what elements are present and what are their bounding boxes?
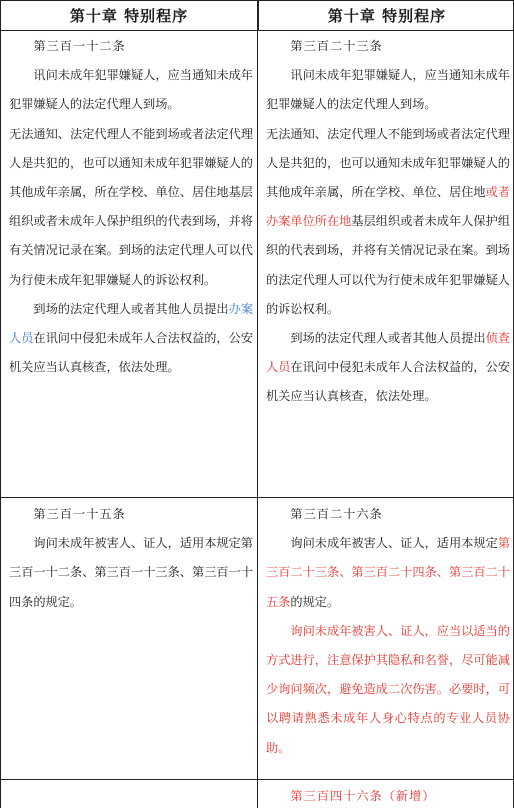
paragraph-text: 在讯问中侵犯未成年人合法权益的，公安机关应当认真核查，依法处理。 bbox=[266, 360, 511, 404]
left-column-header: 第十章 特别程序 bbox=[1, 0, 257, 31]
highlighted-change: 或者办案单位所在地 bbox=[266, 185, 511, 229]
highlighted-change: 办案人员 bbox=[9, 301, 254, 346]
highlighted-change: 侦查人员 bbox=[266, 331, 511, 375]
new-paragraph: 询问未成年被害人、证人，应当以适当的方式进行，注意保护其隐私和名誉，尽可能减少询问频次，避免造成二次伤害。必要时，可以聘请熟悉未成年人身心特点的专业人员协助。 bbox=[266, 623, 510, 755]
article-paragraph: 讯问未成年犯罪嫌疑人，应当通知未成年犯罪嫌疑人的法定代理人到场。 bbox=[266, 68, 510, 112]
row-divider-1 bbox=[1, 497, 514, 498]
paragraph-text: 在讯问中侵犯未成年人合法权益的，公安机关应当认真核查，依法处理。 bbox=[9, 331, 254, 375]
article-number: 第三百一十五条 bbox=[33, 507, 126, 521]
row1-right-cell bbox=[266, 32, 510, 412]
row1-left-cell bbox=[9, 32, 253, 382]
article-paragraph bbox=[266, 529, 510, 617]
article-paragraph bbox=[266, 324, 510, 412]
article-paragraph bbox=[266, 120, 510, 324]
article-paragraph: 讯问未成年犯罪嫌疑人，应当通知未成年犯罪嫌疑人的法定代理人到场。 bbox=[9, 68, 253, 112]
paragraph-text: 到场的法定代理人或者其他人员提出 bbox=[290, 331, 486, 346]
row3-right-cell bbox=[266, 782, 510, 811]
paragraph-text: 基层组织或者未成年人保护组织的代表到场，并将有关情况记录在案。到场的法定代理人可以代为行使未成年犯罪嫌疑人的诉讼权利。 bbox=[266, 214, 511, 316]
paragraph-text: 的规定。 bbox=[290, 594, 340, 609]
article-paragraph: 询问未成年被害人、证人，适用本规定第三百一十二条、第三百一十三条、第三百一十四条的规定。 bbox=[9, 536, 253, 609]
article-number: 第三百二十三条 bbox=[290, 39, 383, 53]
paragraph-text: 询问未成年被害人、证人，适用本规定 bbox=[290, 536, 498, 551]
article-number: 第三百二十六条 bbox=[290, 507, 383, 521]
article-number: 第三百一十二条 bbox=[33, 39, 126, 53]
paragraph-text: 到场的法定代理人或者其他人员提出 bbox=[33, 301, 229, 316]
column-divider bbox=[257, 0, 258, 808]
article-paragraph bbox=[9, 295, 253, 383]
right-column-header: 第十章 特别程序 bbox=[258, 0, 514, 31]
new-article-number: 第三百四十六条（新增） bbox=[290, 789, 436, 803]
row-divider-2 bbox=[1, 779, 514, 780]
article-paragraph: 无法通知、法定代理人不能到场或者法定代理人是共犯的，也可以通知未成年犯罪嫌疑人的其他成年亲属，所在学校、单位、居住地基层组织或者未成年人保护组织的代表到场，并将有关情况记录在案。到场的法定代理人可以代为行使未成年犯罪嫌疑人的诉讼权利。 bbox=[9, 126, 253, 287]
row2-right-cell bbox=[266, 500, 510, 763]
paragraph-text: 无法通知、法定代理人不能到场或者法定代理人是共犯的，也可以通知未成年犯罪嫌疑人的其他成年亲属，所在学校、单位、居住地 bbox=[266, 126, 510, 200]
highlighted-change: 第三百二十三条、第三百二十四条、第三百二十五条 bbox=[266, 536, 510, 609]
row2-left-cell bbox=[9, 500, 253, 617]
